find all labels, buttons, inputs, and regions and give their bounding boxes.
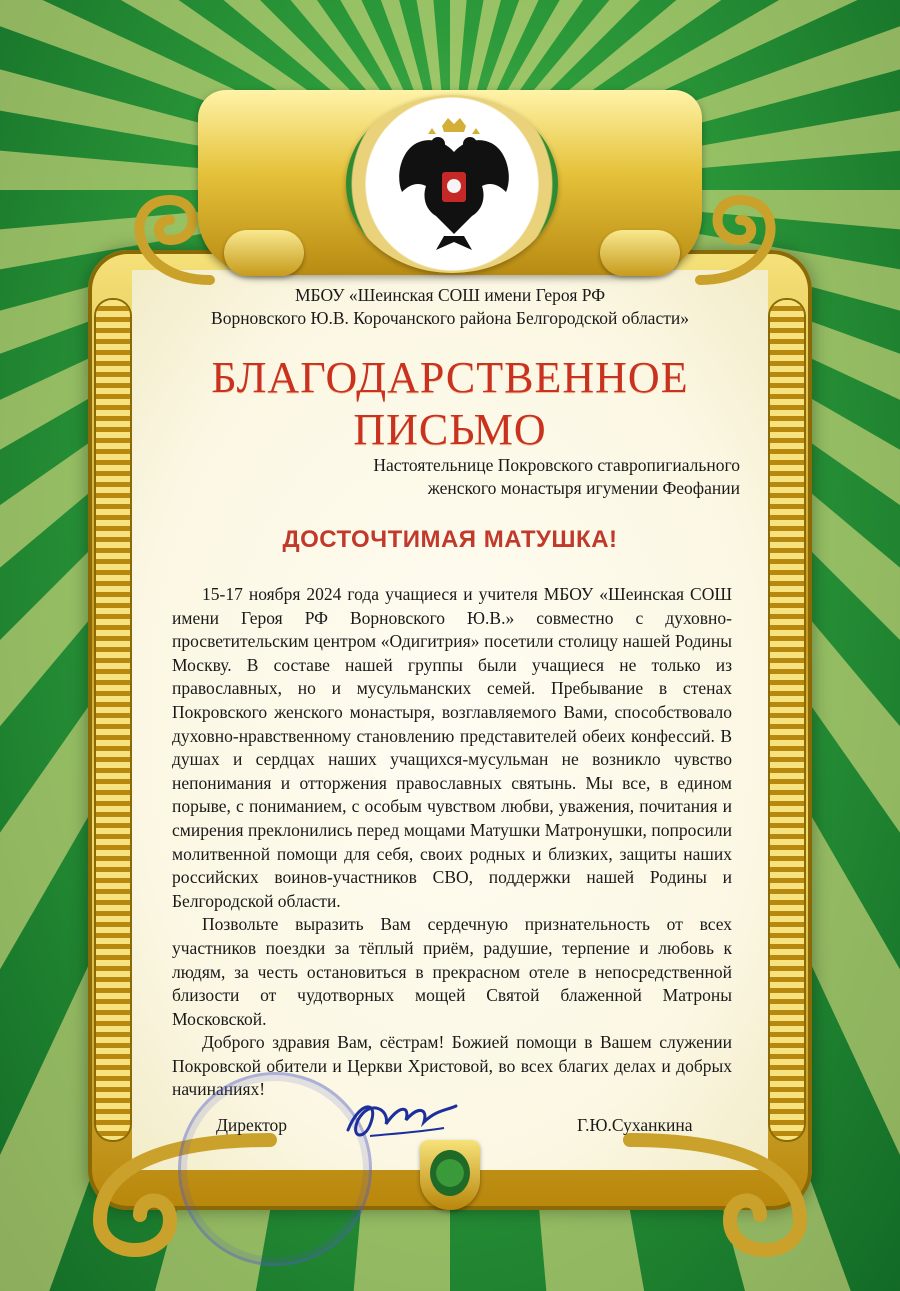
addressee-line-2: женского монастыря игумении Феофании xyxy=(427,478,740,498)
russian-eagle-emblem-icon xyxy=(392,118,516,254)
school-header xyxy=(150,284,750,330)
school-line-1: МБОУ «Шеинская СОШ имени Героя РФ xyxy=(294,285,606,305)
title-line-1: БЛАГОДАРСТВЕННОЕ xyxy=(211,353,689,402)
top-right-scroll-ornament xyxy=(690,180,800,290)
body-paragraph-2: Позвольте выразить Вам сердечную признательность от всех участников поездки за тёплый приём, радушие, терпение и любовь к людям, за честь остановиться в прекрасном отеле в непосредственной близости от чудотворных мощей Святой блаженной Матроны Московской. xyxy=(172,914,732,1029)
director-name: Г.Ю.Суханкина xyxy=(577,1115,693,1135)
school-crest-icon xyxy=(420,1140,480,1210)
body-paragraph-3: Доброго здравия Вам, сёстрам! Божией помощи в Вашем служении Покровской обители и Церкви Христовой, во всех благих делах и добрых начинаниях! xyxy=(172,1032,732,1100)
addressee-block xyxy=(330,454,740,500)
addressee-line-1: Настоятельнице Покровского ставропигиального xyxy=(373,455,740,475)
crest-center-icon xyxy=(430,1150,470,1196)
ribbon-roll-right xyxy=(600,230,680,276)
document-title xyxy=(120,352,780,456)
director-label: Директор xyxy=(216,1115,288,1135)
ribbon-roll-left xyxy=(224,230,304,276)
body-paragraph-1: 15-17 ноября 2024 года учащиеся и учителя МБОУ «Шеинская СОШ имени Героя РФ Ворновского Ю.В.» совместно с духовно-просветительским центром «Одигитрия» посетили столицу нашей Родины Москву. В составе нашей группы были учащиеся не только из православных, но и мусульманских семей. Пребывание в стенах Покровского женского монастыря, возглавляемого Вами, способствовало духовно-нравственному становлению представителей обеих конфессий. В душах и сердцах наших учащихся-мусульман не возникло чувство непонимания и отторжения православных святынь. Мы все, в едином порыве, с пониманием, с особым чувством любви, уважения, почитания и смирения преклонились перед мощами Матушки Матронушки, попросили молитвенной помощи для себя, своих родных и близких, защиты наших российских воинов-участников СВО, поддержки нашей Родины и Белгородской области. xyxy=(172,584,732,911)
letter-body xyxy=(172,583,732,1102)
title-line-2: ПИСЬМО xyxy=(353,405,547,454)
salutation: ДОСТОЧТИМАЯ МАТУШКА! xyxy=(282,526,618,553)
bottom-right-scroll-ornament xyxy=(620,1120,840,1270)
school-line-2: Ворновского Ю.В. Корочанского района Белгородской области» xyxy=(211,308,689,328)
